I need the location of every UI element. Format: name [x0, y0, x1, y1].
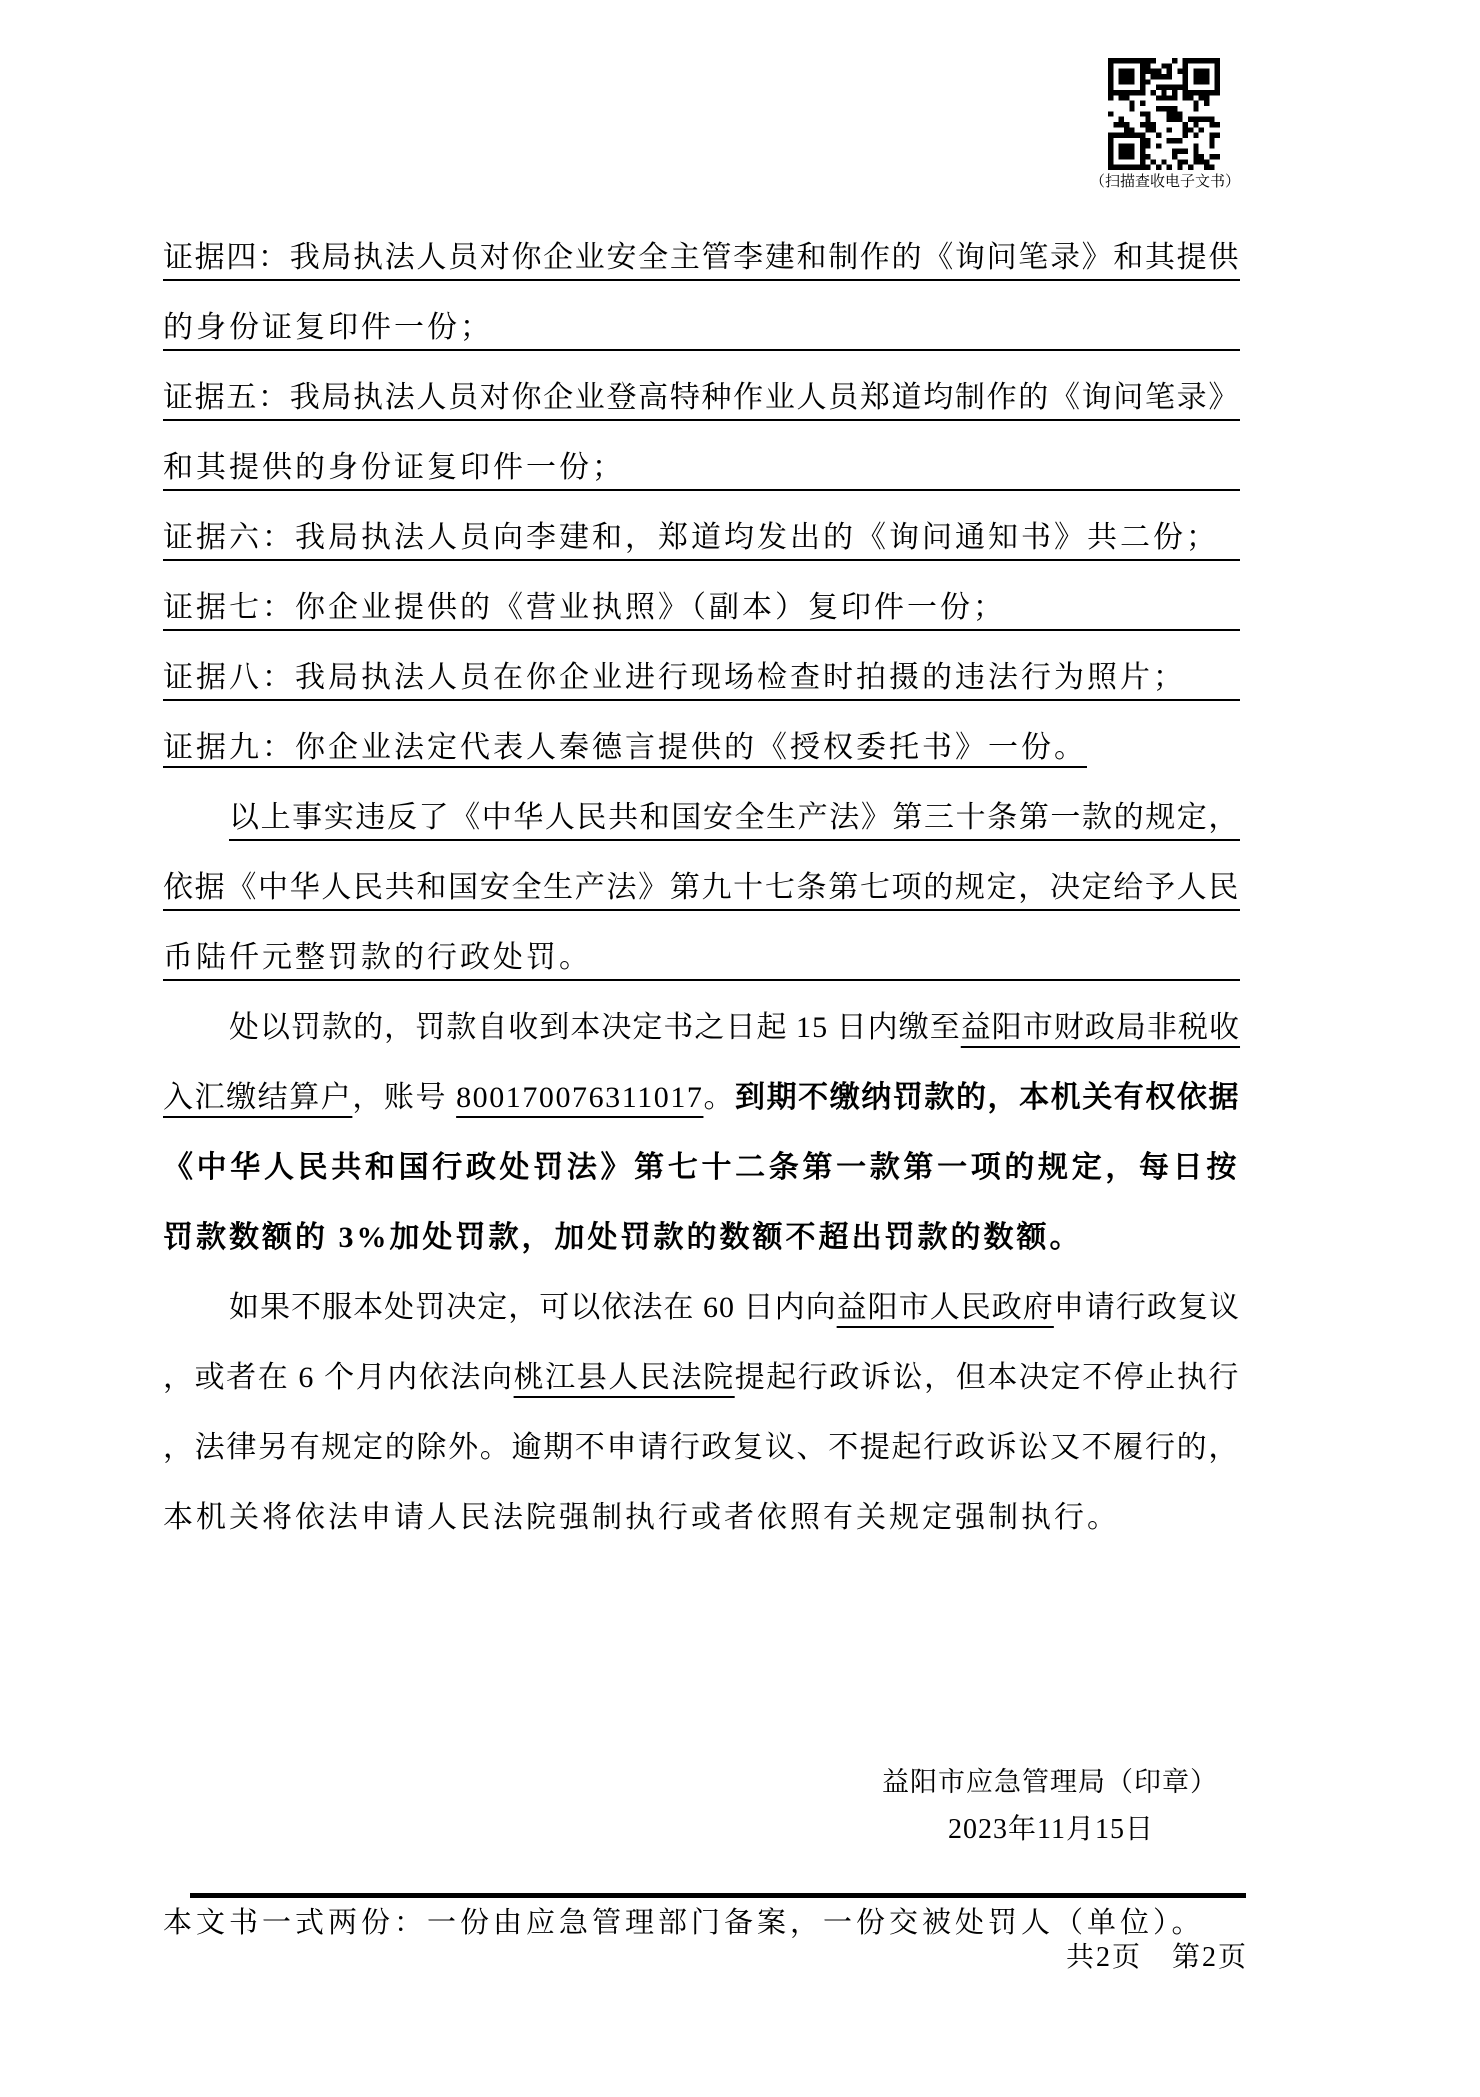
footer-divider [190, 1893, 1246, 1898]
evidence-8-line-seg-0: 证据八：我局执法人员在你企业进行现场检查时拍摄的违法行为照片； [163, 661, 1186, 694]
payment-line-2-seg-3: 。 [703, 1081, 736, 1114]
qr-caption: （扫描查收电子文书） [1089, 174, 1240, 190]
payment-line-1-seg-1: 益阳市财政局非税收 [960, 1011, 1241, 1044]
appeal-line-2-seg-0: ，或者在 6 个月内依法向 [163, 1361, 514, 1394]
qr-code-svg [1108, 58, 1220, 170]
violation-line-2-seg-0: 依据《中华人民共和国安全生产法》第九十七条第七项的规定，决定给予人民 [163, 871, 1240, 904]
violation-line-1-seg-0: 以上事实违反了《中华人民共和国安全生产法》第三十条第一款的规定， [229, 801, 1240, 834]
payment-line-3-seg-0: 《中华人民共和国行政处罚法》第七十二条第一款第一项的规定，每日按 [163, 1151, 1240, 1184]
evidence-5-line-2 [163, 433, 1240, 503]
underline-rule [229, 839, 1240, 841]
appeal-line-2-seg-2: 提起行政诉讼，但本决定不停止执行 [734, 1361, 1241, 1394]
underline-rule [163, 699, 1240, 701]
underline-rule [163, 489, 1240, 491]
underline-rule [163, 979, 1240, 981]
violation-line-3 [163, 923, 1240, 993]
evidence-4-line-1 [163, 223, 1240, 293]
payment-line-2-seg-1: ，账号 [352, 1081, 457, 1114]
evidence-5-line-2-seg-0: 和其提供的身份证复印件一份； [163, 451, 625, 484]
appeal-line-4-seg-0: 本机关将依法申请人民法院强制执行或者依照有关规定强制执行。 [163, 1501, 1120, 1534]
evidence-5-line-1-seg-0: 证据五：我局执法人员对你企业登高特种作业人员郑道均制作的《询问笔录》 [163, 381, 1240, 414]
evidence-4-line-2-seg-0: 的身份证复印件一份； [163, 311, 493, 344]
document-body [163, 223, 1240, 1553]
appeal-line-2-seg-1: 桃江县人民法院 [513, 1361, 735, 1394]
payment-line-2-seg-0: 入汇缴结算户 [163, 1081, 353, 1114]
payment-line-1-seg-0: 处以罚款的，罚款自收到本决定书之日起 15 日内缴至 [229, 1011, 961, 1044]
page-indicator: 共2页 第2页 [1065, 1942, 1248, 1973]
underline-rule [163, 279, 1240, 281]
issuing-authority-signature: 益阳市应急管理局（印章） [882, 1767, 1218, 1797]
underline-rule [163, 909, 1240, 911]
appeal-line-4 [163, 1483, 1240, 1553]
evidence-9-line-seg-0: 证据九：你企业法定代表人秦德言提供的《授权委托书》一份。 [163, 731, 1087, 764]
footer-note: 本文书一式两份：一份由应急管理部门备案，一份交被处罚人（单位）。 [163, 1907, 1205, 1939]
underline-rule [163, 349, 1240, 351]
violation-line-3-seg-0: 币陆仟元整罚款的行政处罚。 [163, 941, 592, 974]
evidence-8-line [163, 643, 1240, 713]
appeal-line-1-seg-0: 如果不服本处罚决定，可以依法在 60 日内向 [229, 1291, 837, 1324]
payment-line-3 [163, 1133, 1240, 1203]
evidence-6-line [163, 503, 1240, 573]
evidence-4-line-1-seg-0: 证据四：我局执法人员对你企业安全主管李建和制作的《询问笔录》和其提供 [163, 241, 1240, 274]
underline-rule [163, 559, 1240, 561]
appeal-line-3 [163, 1413, 1240, 1483]
payment-line-2-seg-4: 到期不缴纳罚款的，本机关有权依据 [735, 1081, 1241, 1114]
evidence-9-line [163, 713, 1240, 783]
violation-line-2 [163, 853, 1240, 923]
appeal-line-2 [163, 1343, 1240, 1413]
evidence-7-line [163, 573, 1240, 643]
payment-line-1 [163, 993, 1240, 1063]
evidence-5-line-1 [163, 363, 1240, 433]
evidence-4-line-2 [163, 293, 1240, 363]
document-date: 2023年11月15日 [948, 1814, 1154, 1845]
payment-line-2-seg-2: 800170076311017 [456, 1081, 704, 1114]
payment-line-4 [163, 1203, 1240, 1273]
evidence-7-line-seg-0: 证据七：你企业提供的《营业执照》（副本）复印件一份； [163, 591, 1006, 624]
appeal-line-1 [163, 1273, 1240, 1343]
underline-rule [163, 629, 1240, 631]
evidence-6-line-seg-0: 证据六：我局执法人员向李建和，郑道均发出的《询问通知书》共二份； [163, 521, 1219, 554]
qr-code [1108, 58, 1220, 170]
appeal-line-1-seg-1: 益阳市人民政府 [836, 1291, 1054, 1324]
payment-line-2 [163, 1063, 1240, 1133]
appeal-line-3-seg-0: ，法律另有规定的除外。逾期不申请行政复议、不提起行政诉讼又不履行的， [163, 1431, 1240, 1464]
underline-rule [163, 419, 1240, 421]
appeal-line-1-seg-2: 申请行政复议 [1053, 1291, 1241, 1324]
payment-line-4-seg-0: 罚款数额的 3%加处罚款，加处罚款的数额不超出罚款的数额。 [163, 1221, 1083, 1254]
violation-line-1 [163, 783, 1240, 853]
